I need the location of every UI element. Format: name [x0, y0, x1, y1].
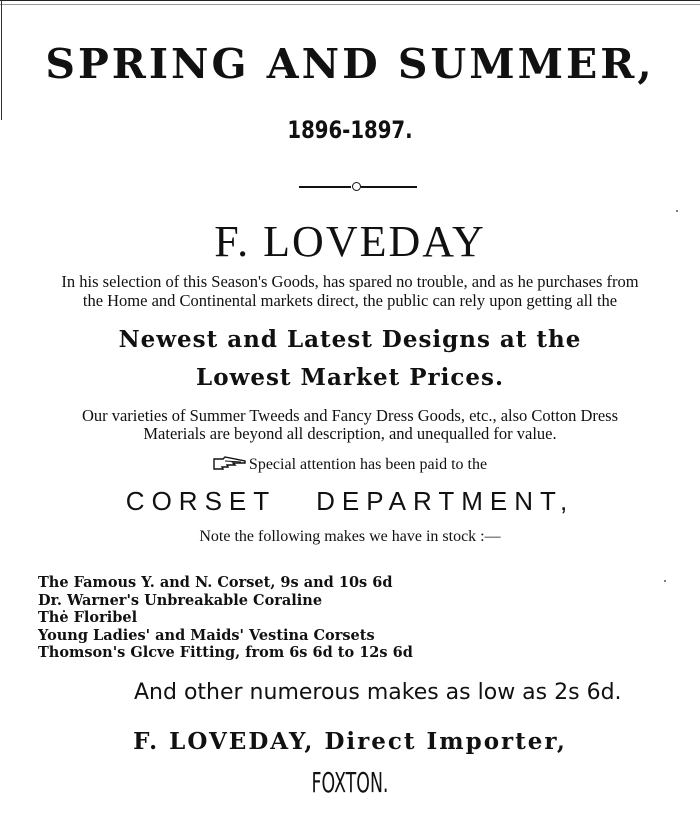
attention-text: Special attention has been paid to the	[248, 456, 488, 473]
merchant-name: F. LOVEDAY	[214, 217, 486, 266]
intro-line-1: In his selection of this Season's Goods, has spared no trouble, and as he purchases from	[61, 272, 639, 291]
department-heading	[0, 486, 700, 517]
ornamental-divider-icon	[299, 182, 417, 192]
print-speck	[664, 580, 666, 582]
town-name: FOXTON.	[311, 766, 389, 799]
list-item: Dr. Warner's Unbreakable Coraline	[38, 591, 323, 609]
slogan-line-1: Newest and Latest Designs at the	[118, 326, 582, 353]
pointing-hand-icon	[213, 456, 247, 470]
headline: SPRING AND SUMMER,	[45, 40, 655, 88]
department-word-1: CORSET	[125, 486, 277, 516]
season-years: 1896-1897.	[287, 116, 413, 144]
list-item: Thė Floribel	[38, 609, 138, 626]
varieties-line-1: Our varieties of Summer Tweeds and Fancy Dress Goods, etc., also Cotton Dress	[81, 406, 619, 425]
corset-makes-list	[38, 574, 413, 662]
other-makes-line: And other numerous makes as low as 2s 6d.	[134, 680, 622, 705]
intro-line-2: the Home and Continental markets direct, the public can rely upon getting all the	[82, 291, 618, 310]
importer-line: F. LOVEDAY, Direct Importer,	[133, 728, 567, 755]
varieties-line-2: Materials are beyond all description, and unequalled for value.	[143, 424, 557, 443]
list-item: Young Ladies' and Maids' Vestina Corsets	[38, 626, 375, 644]
department-word-2: DEPARTMENT,	[316, 486, 575, 516]
stock-note: Note the following makes we have in stock :—	[199, 528, 501, 545]
print-speck	[676, 210, 678, 212]
attention-line	[0, 456, 700, 474]
list-item: The Famous Y. and N. Corset, 9s and 10s 6d	[38, 574, 393, 591]
list-item: Thomson's Glcve Fitting, from 6s 6d to 12s 6d	[38, 644, 413, 661]
slogan-line-2: Lowest Market Prices.	[196, 364, 504, 391]
